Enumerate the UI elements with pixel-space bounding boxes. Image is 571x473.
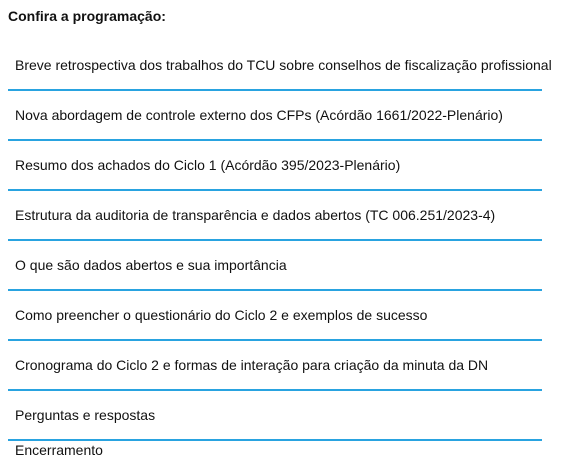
agenda-item-closing: Encerramento	[15, 442, 103, 458]
agenda-item-open-data: O que são dados abertos e sua importância	[8, 241, 542, 291]
agenda-item-qa: Perguntas e respostas	[8, 391, 542, 441]
agenda-item-new-approach: Nova abordagem de controle externo dos CFPs (Acórdão 1661/2022-Plenário)	[8, 91, 542, 141]
agenda-list	[8, 41, 552, 462]
agenda-heading: Confira a programação:	[8, 8, 166, 24]
agenda-item-audit-structure: Estrutura da auditoria de transparência e dados abertos (TC 006.251/2023-4)	[8, 191, 542, 241]
agenda-item-cycle1-summary: Resumo dos achados do Ciclo 1 (Acórdão 395/2023-Plenário)	[8, 141, 542, 191]
agenda-item-questionnaire: Como preencher o questionário do Ciclo 2 e exemplos de sucesso	[8, 291, 542, 341]
agenda-item-retrospective: Breve retrospectiva dos trabalhos do TCU sobre conselhos de fiscalização profissional	[8, 41, 542, 91]
agenda-item-schedule: Cronograma do Ciclo 2 e formas de interação para criação da minuta da DN	[8, 341, 542, 391]
